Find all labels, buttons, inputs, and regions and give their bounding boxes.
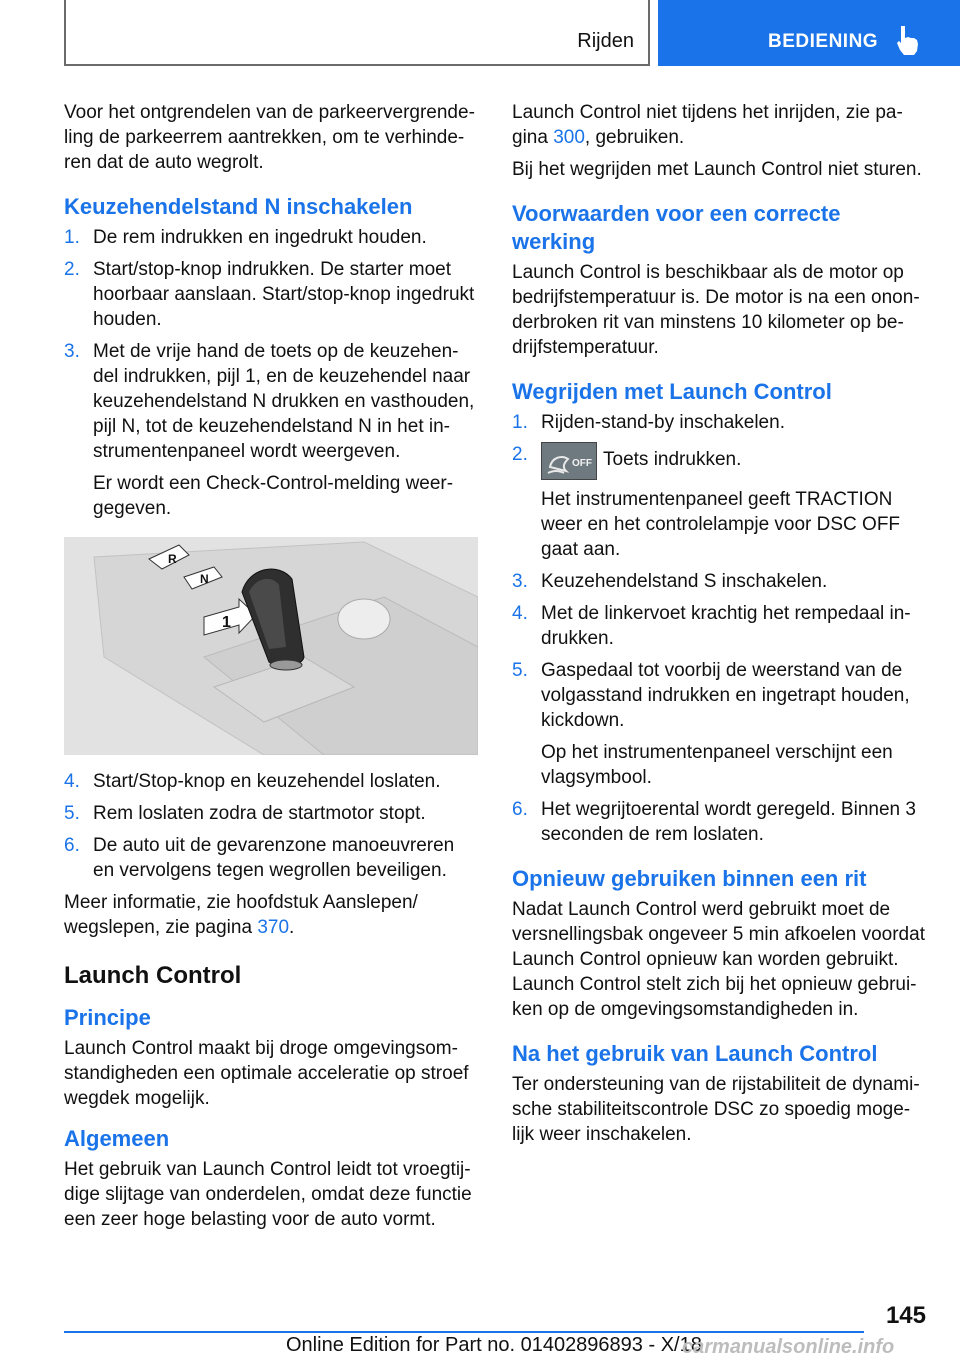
list-item: 4. Met de linkervoet krachtig het rempedaal in-drukken. (512, 603, 911, 649)
gear-selector-illustration (64, 537, 478, 755)
page-link-370[interactable]: 370 (257, 917, 290, 938)
header-left-tab (64, 0, 650, 66)
list-item: 6. Het wegrijtoerental wordt geregeld. Binnen 3 seconden de rem loslaten. (512, 799, 916, 845)
figure-label-n: N (200, 572, 209, 586)
figure-label-one: 1 (222, 614, 231, 631)
list-item: 3. Met de vrije hand de toets op de keuzehen-del indrukken, pijl 1, en de keuzehendel naar keuzehendelstand N drukken en vasthouden, pijl N, tot de keuzehendelstand N in het in-strumentenpaneel wordt weergeven. Er wordt een Check-Control-melding weer-gegeven. (64, 339, 478, 521)
na-gebruik-paragraph: Ter ondersteuning van de rijstabiliteit de dynami-sche stabiliteitscontrole DSC zo spoedig moge-lijk weer inschakelen. (512, 1074, 920, 1145)
voorwaarden-paragraph: Launch Control is beschikbaar als de motor op bedrijfstemperatuur is. De motor is na een onon-derbroken rit van minstens 10 kilometer op be-drijfstemperatuur. (512, 262, 920, 358)
intro-paragraph: Voor het ontgrendelen van de parkeervergrende-ling de parkeerrem aantrekken, om te verhinde-ren dat de auto wegrolt. (64, 102, 475, 173)
heading-voorwaarden: Voorwaarden voor een correcte werking (512, 201, 841, 254)
list-item: 1. Rijden-stand-by inschakelen. (512, 412, 785, 433)
list-item: 3. Keuzehendelstand S inschakelen. (512, 571, 828, 592)
page-link-300[interactable]: 300 (553, 127, 585, 148)
page-number: 145 (885, 1302, 926, 1329)
principe-paragraph: Launch Control maakt bij droge omgevingsom-standigheden een optimale acceleratie op stroef wegdek mogelijk. (64, 1038, 469, 1109)
list-item: 2. Start/stop-knop indrukken. De starter moet hoorbaar aanslaan. Start/stop-knop ingedrukt houden. (64, 259, 475, 330)
steps-list-a (64, 225, 478, 521)
right-intro-2: Bij het wegrijden met Launch Control niet sturen. (512, 159, 922, 180)
right-column (512, 100, 926, 1154)
heading-principe: Principe (64, 1005, 151, 1030)
list-item: 6. De auto uit de gevarenzone manoeuvreren en vervolgens tegen wegrollen beveiligen. (64, 835, 455, 881)
heading-n-inschakelen: Keuzehendelstand N inschakelen (64, 194, 413, 219)
algemeen-paragraph: Het gebruik van Launch Control leidt tot vroegtij-dige slijtage van onderdelen, omdat deze functie een zeer hoge belasting voor de auto vormt. (64, 1159, 472, 1230)
watermark: carmanualsonline.info (682, 1336, 895, 1358)
list-item: 5. Rem loslaten zodra de startmotor stopt. (64, 803, 426, 824)
heading-opnieuw: Opnieuw gebruiken binnen een rit (512, 866, 867, 891)
heading-na-gebruik: Na het gebruik van Launch Control (512, 1041, 878, 1066)
svg-text:OFF: OFF (572, 458, 592, 469)
list-item: 5. Gaspedaal tot voorbij de weerstand van de volgasstand indrukken en ingetrapt houden, kickdown. Op het instrumentenpaneel verschijnt een vlagsymbool. (512, 658, 926, 790)
section-title: Rijden (577, 30, 634, 52)
launch-steps-list (512, 410, 926, 847)
opnieuw-paragraph: Nadat Launch Control werd gebruikt moet de versnellingsbak ongeveer 5 min afkoelen voordat Launch Control opnieuw kan worden gebruikt. Launch Control stelt zich bij het opnieuw gebrui-ken op de omgevingsomstandigheden in. (512, 899, 925, 1020)
more-info: Meer informatie, zie hoofdstuk Aanslepen/ wegslepen, zie pagina 370. (64, 892, 418, 938)
dsc-off-button-icon (541, 442, 597, 480)
list-item: 4. Start/Stop-knop en keuzehendel loslaten. (64, 771, 441, 792)
step-note: Het instrumentenpaneel geeft TRACTION weer en het controlelampje voor DSC OFF gaat aan. (541, 489, 901, 560)
hand-pointer-icon (894, 24, 922, 56)
heading-wegrijden: Wegrijden met Launch Control (512, 379, 832, 404)
footer-edition: Online Edition for Part no. 01402896893 - X/18 (286, 1334, 702, 1356)
left-column (64, 100, 478, 1239)
step-note: Op het instrumentenpaneel verschijnt een vlagsymbool. (541, 742, 893, 788)
right-intro: Launch Control niet tijdens het inrijden, zie pa-gina 300, gebruiken. (512, 102, 903, 148)
header-chapter-tab (658, 0, 960, 66)
footer-rule (64, 1331, 864, 1333)
steps-list-b (64, 769, 478, 883)
heading-algemeen: Algemeen (64, 1126, 170, 1151)
chapter-title: BEDIENING (768, 31, 879, 52)
list-item: 1. De rem indrukken en ingedrukt houden. (64, 227, 427, 248)
list-item: 2. OFF Toets indrukken. Het instrumentenpaneel geeft TRACTION weer en het controlelampje voor DSC OFF gaat aan. (512, 442, 926, 562)
heading-launch-control: Launch Control (64, 962, 242, 989)
step-note: Er wordt een Check-Control-melding weer-gegeven. (93, 473, 454, 519)
figure-label-r: R (168, 552, 177, 566)
